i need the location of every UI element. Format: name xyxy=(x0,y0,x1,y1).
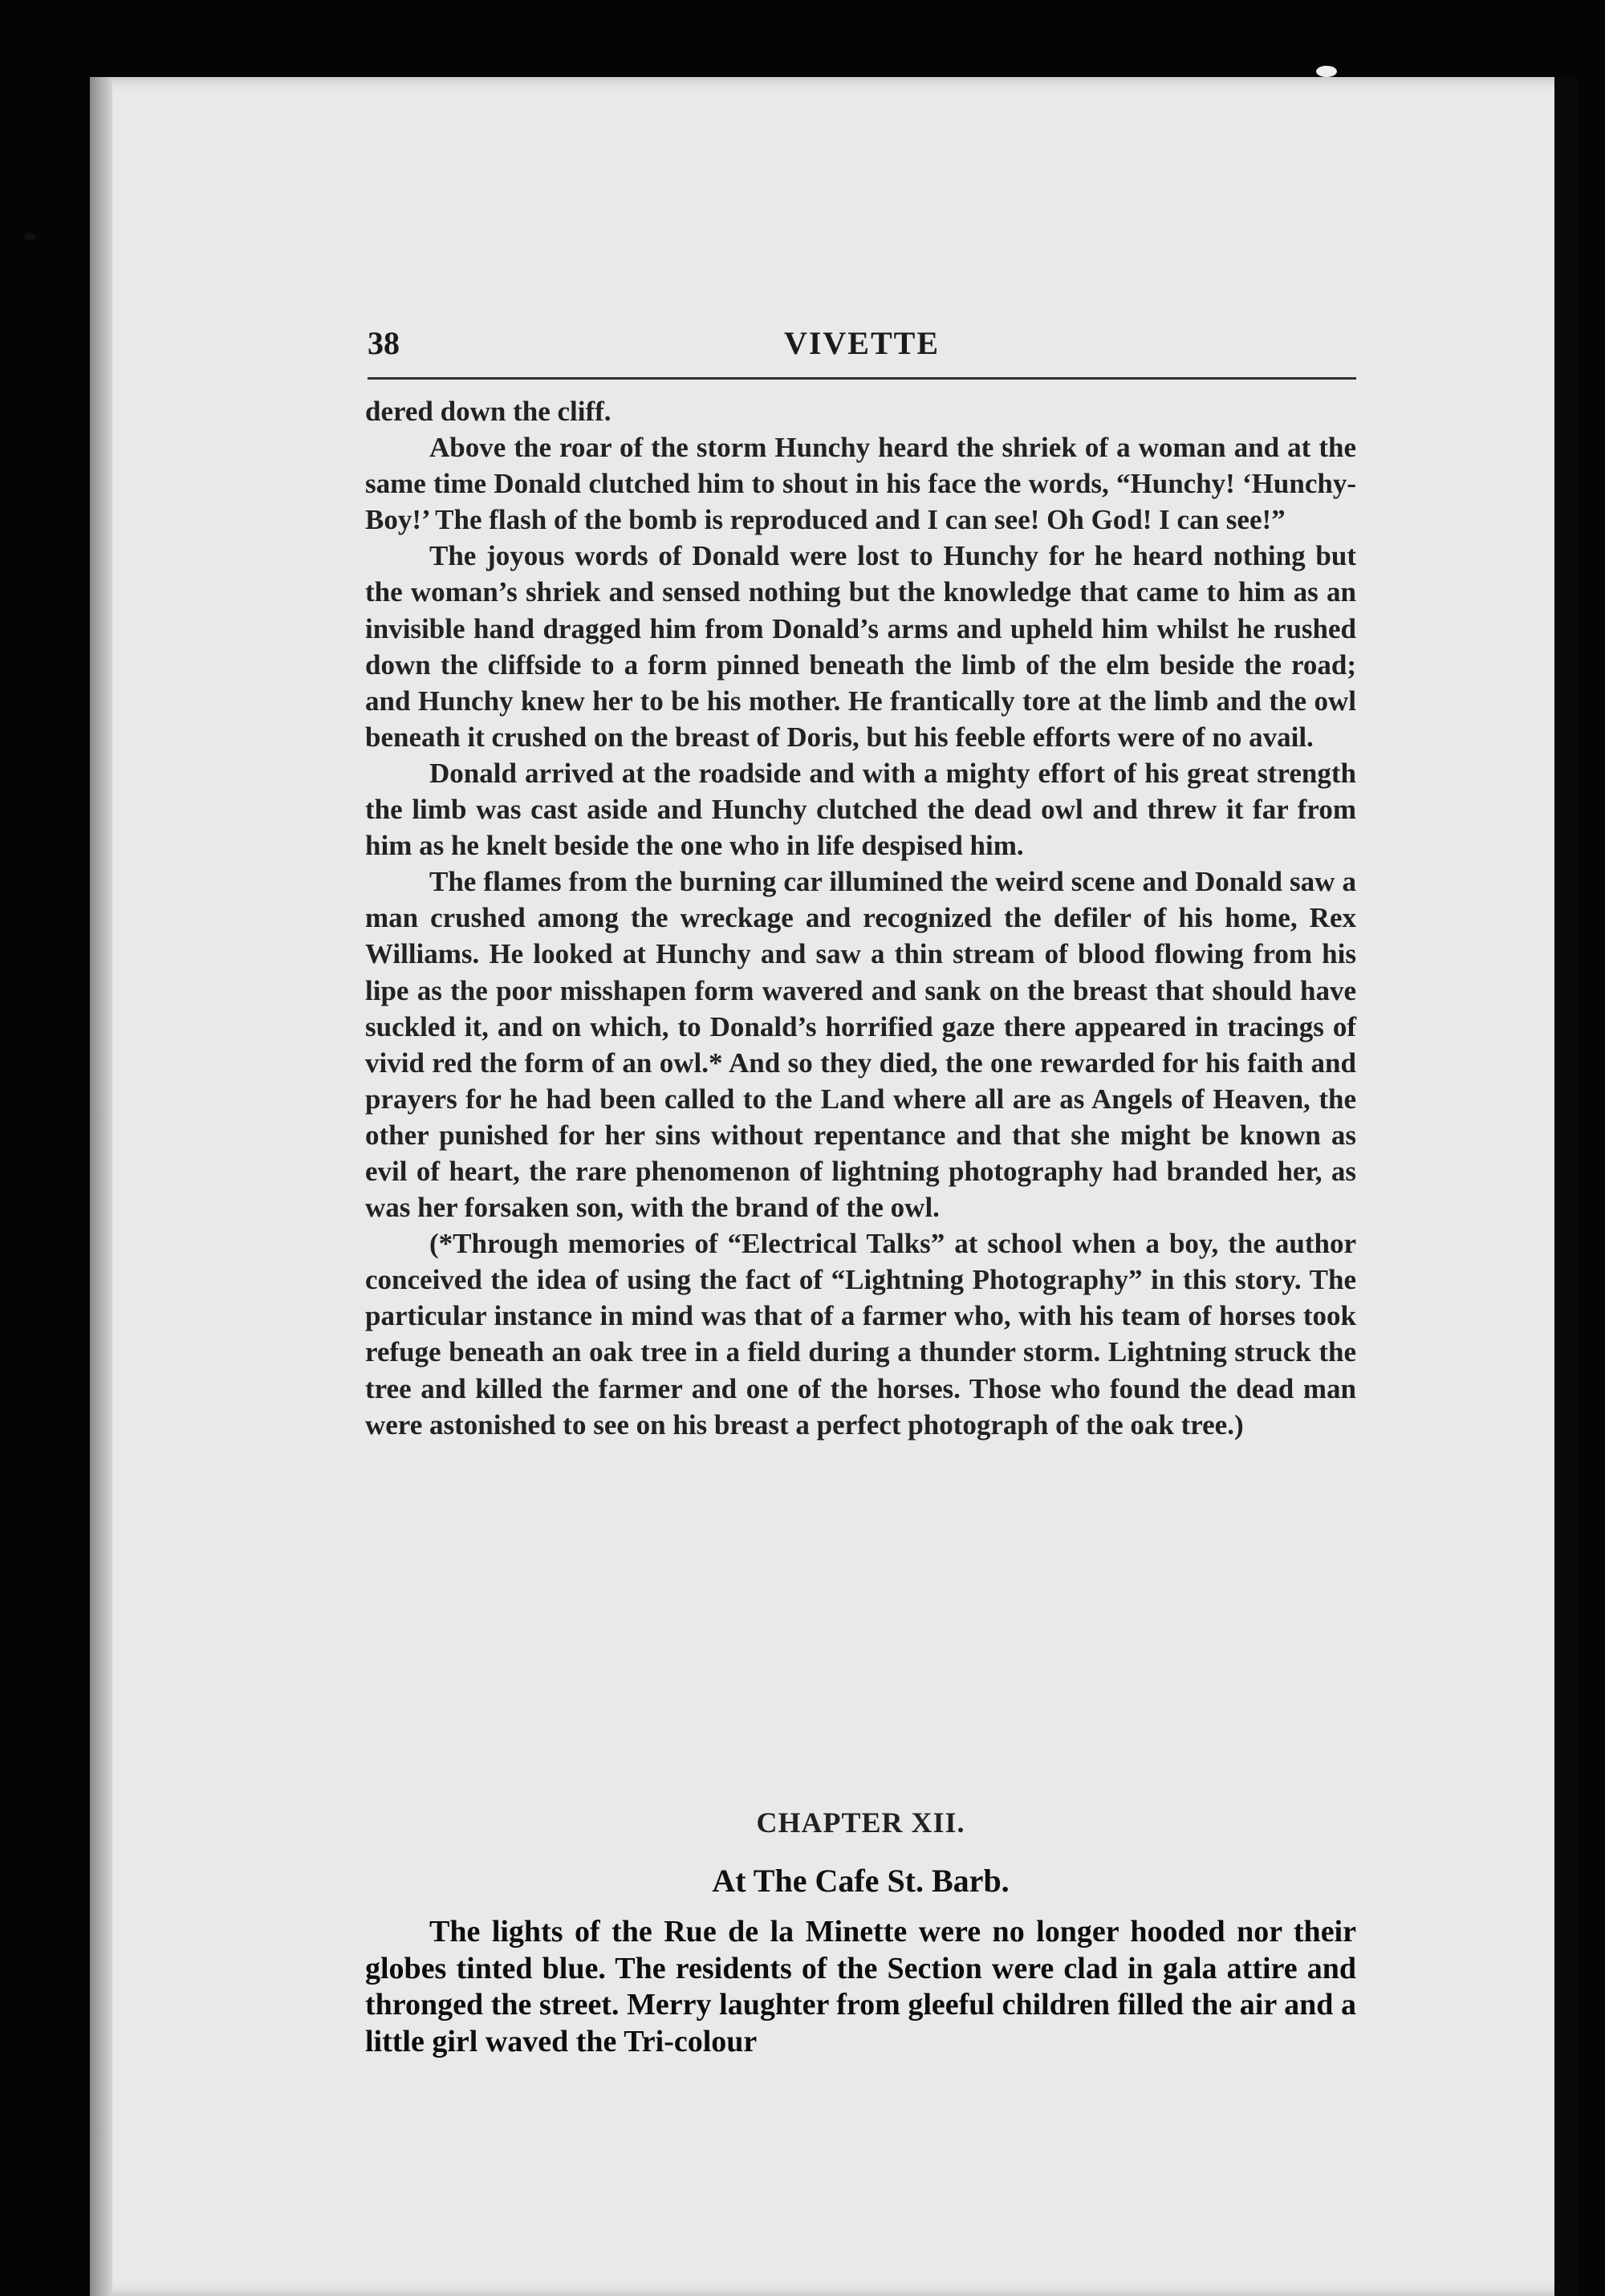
scan-speck xyxy=(24,233,35,241)
page-gutter-shadow xyxy=(90,77,112,2296)
paragraph: dered down the cliff. xyxy=(365,396,612,427)
running-head: VIVETTE xyxy=(783,325,941,361)
paragraph: The joyous words of Donald were lost to Hunchy for he heard nothing but the woman’s shriek and sensed nothing but the knowledge that came to him as an invisible hand dragged him from Donald’s arms and upheld him whilst he rushed down the cliffside to a form pinned beneath the limb of the elm beside the road; and Hunchy knew her to be his mother. He frantically tore at the limb and the owl beneath it crushed on the breast of Doris, but his feeble efforts were of no avail. xyxy=(365,540,1356,753)
header-rule xyxy=(368,377,1356,380)
page-header xyxy=(368,324,1356,372)
chapter-heading: CHAPTER XII. xyxy=(756,1806,965,1839)
body-text xyxy=(365,393,1356,1443)
paragraph: The flames from the burning car illumined the weird scene and Donald saw a man crushed among the wreckage and recognized the defiler of his home, Rex Williams. He looked at Hunchy and saw a thin stream of blood flowing from his lipe as the poor misshapen form wavered and sank on the breast that should have suckled it, and on which, to Donald’s horrified gaze there appeared in tracings of vivid red the form of an owl.* And so they died, the one rewarded for his faith and prayers for he had been called to the Land where all are as Angels of Heaven, the other punished for her sins without repentance and that she might be known as evil of heart, the rare phenomenon of lightning photography had branded her, as was her forsaken son, with the brand of the owl. xyxy=(365,866,1356,1224)
paragraph: Donald arrived at the roadside and with a mighty effort of his great strength the limb was cast aside and Hunchy clutched the dead owl and threw it far from him as he knelt beside the one who in life despised him. xyxy=(365,757,1356,862)
scan-border xyxy=(1554,77,1579,2296)
page-number: 38 xyxy=(368,325,400,361)
paragraph: Above the roar of the storm Hunchy heard the shriek of a woman and at the same time Donald clutched him to shout in his face the words, “Hunchy! ‘Hunchy-Boy!’ The flash of the bomb is reproduced and I can see! Oh God! I can see!” xyxy=(365,432,1356,536)
chapter-title: At The Cafe St. Barb. xyxy=(712,1863,1010,1899)
paragraph: The lights of the Rue de la Minette were no longer hooded nor their globes tinted blue. The residents of the Section were clad in gala attire and thronged the street. Merry laughter from gleeful children filled the air and a little girl waved the Tri-colour xyxy=(365,1915,1356,2058)
footnote-paragraph: (*Through memories of “Electrical Talks” at school when a boy, the author conceived the idea of using the fact of “Lightning Photography” in this story. The particular instance in mind was that of a farmer who, with his team of horses took refuge beneath an oak tree in a field during a thunder storm. Lightning struck the tree and killed the farmer and one of the horses. Those who found the dead man were astonished to see on his breast a perfect photograph of the oak tree.) xyxy=(365,1228,1356,1441)
scan-speck xyxy=(1316,66,1337,77)
chapter-text xyxy=(365,1914,1356,2060)
